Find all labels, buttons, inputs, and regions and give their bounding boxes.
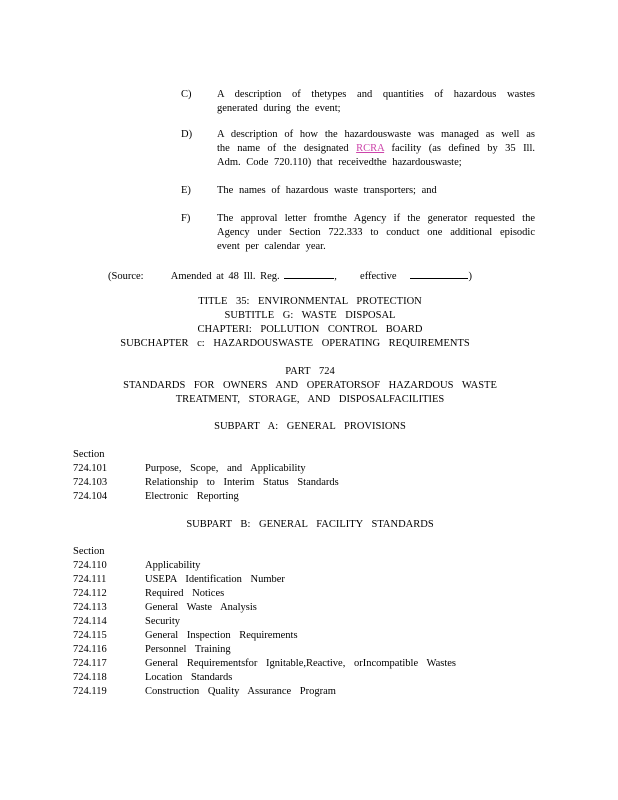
section-title: Applicability xyxy=(145,560,201,571)
section-title: Construction Quality Assurance Program xyxy=(145,686,336,697)
section-number: 724.116 xyxy=(73,644,107,655)
part-title-line-1: STANDARDS FOR OWNERS AND OPERATORSOF HAZARDOUS WASTE xyxy=(123,380,497,391)
section-title: Security xyxy=(145,616,180,627)
table-row xyxy=(73,490,553,504)
item-label: D) xyxy=(181,129,193,140)
section-title: Electronic Reporting xyxy=(145,491,239,502)
section-number: 724.110 xyxy=(73,560,107,571)
section-title: General Waste Analysis xyxy=(145,602,257,613)
subpart-b-heading: SUBPART B: GENERAL FACILITY STANDARDS xyxy=(186,519,434,530)
section-title: Personnel Training xyxy=(145,644,231,655)
effective-date-blank xyxy=(410,268,468,279)
section-title: Purpose, Scope, and Applicability xyxy=(145,463,306,474)
table-row xyxy=(73,601,553,615)
section-title: Required Notices xyxy=(145,588,225,599)
section-number: 724.113 xyxy=(73,602,107,613)
item-label: F) xyxy=(181,213,191,224)
item-label: C) xyxy=(181,89,192,100)
table-row xyxy=(73,615,553,629)
section-number: 724.117 xyxy=(73,658,107,669)
table-row xyxy=(73,573,553,587)
section-title: General Inspection Requirements xyxy=(145,630,298,641)
item-text xyxy=(217,128,535,170)
part-heading: PART 724 xyxy=(285,366,335,377)
table-row xyxy=(73,643,553,657)
chapter-heading: CHAPTERI: POLLUTION CONTROL BOARD xyxy=(197,324,423,335)
subchapter-heading: SUBCHAPTER c: HAZARDOUSWASTE OPERATING REQUIREMENTS xyxy=(120,338,470,349)
source-amended: Amended at 48 Ill. Reg. xyxy=(170,271,280,282)
item-text-before: A description of how the hazardouswaste was managed as well as the name of the designated xyxy=(217,129,535,154)
section-title: USEPA Identification Number xyxy=(145,574,285,585)
source-note xyxy=(108,268,472,284)
item-text: A description of thetypes and quantities of hazardous wastes generated during the event; xyxy=(217,89,535,114)
item-label: E) xyxy=(181,185,191,196)
part-title-line-2: TREATMENT, STORAGE, AND DISPOSALFACILITIES xyxy=(175,394,445,405)
section-number: 724.104 xyxy=(73,491,108,502)
rcra-link[interactable]: RCRA xyxy=(356,143,385,154)
table-row xyxy=(73,657,553,671)
item-text: The approval letter fromthe Agency if the generator requested the Agency under Section 722.333 to conduct one additional episodic event per calendar year. xyxy=(217,213,535,252)
table-row xyxy=(73,629,553,643)
source-comma: , xyxy=(334,271,337,282)
section-number: 724.103 xyxy=(73,477,108,488)
table-row xyxy=(73,559,553,573)
section-column-label: Section xyxy=(73,449,105,460)
section-number: 724.118 xyxy=(73,672,107,683)
item-text-after: facility (as defined by 35 Ill. Adm. Code 720.110) that receivedthe hazardouswaste; xyxy=(217,143,536,168)
section-number: 724.112 xyxy=(73,588,107,599)
title-heading: TITLE 35: ENVIRONMENTAL PROTECTION xyxy=(198,296,422,307)
table-row xyxy=(73,685,553,699)
section-title: General Requirementsfor Ignitable,Reactive, orIncompatible Wastes xyxy=(145,658,457,669)
table-row xyxy=(73,671,553,685)
subtitle-heading: SUBTITLE G: WASTE DISPOSAL xyxy=(224,310,396,321)
source-effective: effective xyxy=(360,271,397,282)
section-title: Location Standards xyxy=(145,672,233,683)
section-number: 724.114 xyxy=(73,616,107,627)
subpart-a-heading: SUBPART A: GENERAL PROVISIONS xyxy=(214,421,406,432)
table-row xyxy=(73,587,553,601)
section-column-label: Section xyxy=(73,546,105,557)
section-number: 724.115 xyxy=(73,630,107,641)
table-row xyxy=(73,462,553,476)
section-number: 724.101 xyxy=(73,463,108,474)
section-title: Relationship to Interim Status Standards xyxy=(145,477,339,488)
section-number: 724.119 xyxy=(73,686,107,697)
register-blank xyxy=(284,268,334,279)
source-close: ) xyxy=(468,271,472,282)
table-row xyxy=(73,476,553,490)
source-open: (Source: xyxy=(108,271,144,282)
item-text: The names of hazardous waste transporters; and xyxy=(217,185,437,196)
section-number: 724.111 xyxy=(73,574,107,585)
